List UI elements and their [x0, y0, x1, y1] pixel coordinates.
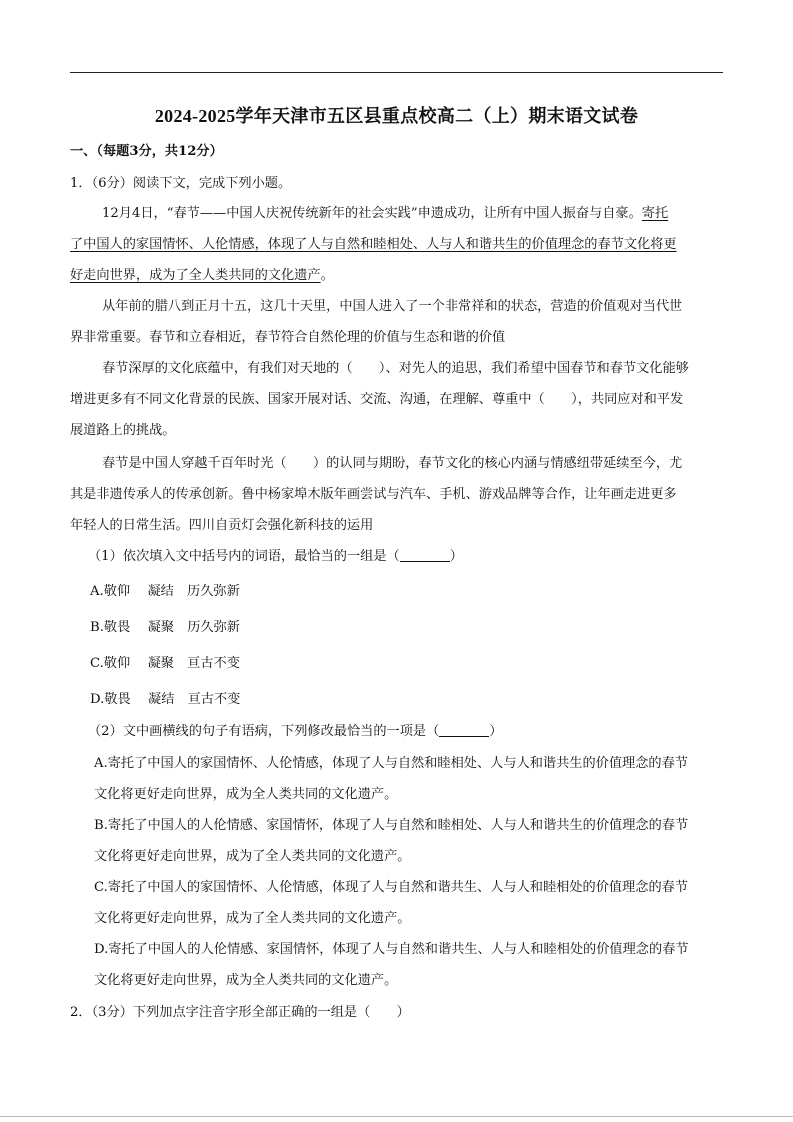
section-heading: 一、（每题3分，共12分）	[70, 144, 223, 159]
exam-title: 2024-2025学年天津市五区县重点校高二（上）期末语文试卷	[154, 106, 639, 126]
subquestion-2-stem	[88, 722, 502, 742]
option-2d-line2: 文化将更好走向世界，成为全人类共同的文化遗产。	[94, 973, 398, 988]
subquestion-text: （1）依次填入文中括号内的词语，最恰当的一组是（	[88, 549, 400, 564]
subquestion-1-stem	[88, 547, 463, 567]
option-2a-line2: 文化将更好走向世界，成为全人类共同的文化遗产。	[94, 787, 398, 802]
option-2c-line1: C.寄托了中国人的家国情怀、人伦情感，体现了人与自然和谐共生、人与人和睦相处的价值理念的春节	[94, 880, 689, 895]
passage-p1-line1	[102, 204, 668, 224]
passage-p3-line3: 展道路上的挑战。	[70, 423, 176, 438]
option-2d-line1: D.寄托了中国人的人伦情感、家国情怀，体现了人与自然和谐共生、人与人和睦相处的价值理念的春节	[94, 942, 689, 957]
subquestion-text: ）	[489, 724, 503, 739]
passage-p1-line3	[70, 266, 334, 286]
option-2b-line2: 文化将更好走向世界，成为了全人类共同的文化遗产。	[94, 849, 411, 864]
footer-rule	[0, 1116, 793, 1117]
subquestion-text: ）	[449, 549, 463, 564]
passage-p3-line1: 春节深厚的文化底蕴中，有我们对天地的（ ）、对先人的追思，我们希望中国春节和春节文化能够	[102, 361, 689, 376]
option-2a-line1: A.寄托了中国人的家国情怀、人伦情感，体现了人与自然和睦相处、人与人和谐共生的价值理念的春节	[94, 756, 688, 771]
underlined-sentence: 好走向世界，成为了全人类共同的文化遗产	[70, 268, 321, 283]
passage-p1-line2: 了中国人的家国情怀、人伦情感，体现了人与自然和睦相处、人与人和谐共生的价值理念的春节文化将更	[70, 237, 677, 252]
question-2-stem: 2．（3分）下列加点字注音字形全部正确的一组是（ ）	[70, 1005, 410, 1020]
answer-blank[interactable]	[439, 723, 489, 737]
option-1c: C.敬仰 凝聚 亘古不变	[90, 656, 240, 671]
passage-p4-line3: 年轻人的日常生活。四川自贡灯会强化新科技的运用	[70, 518, 374, 533]
passage-p4-line1: 春节是中国人穿越千百年时光（ ）的认同与期盼，春节文化的核心内涵与情感纽带延续至今，尤	[102, 456, 683, 471]
passage-p3-line2: 增进更多有不同文化背景的民族、国家开展对话、交流、沟通，在理解、尊重中（ ），共同应对和平发	[70, 392, 684, 407]
passage-text: 。	[320, 268, 334, 283]
answer-blank[interactable]	[400, 548, 450, 562]
option-2b-line1: B.寄托了中国人的人伦情感、家国情怀，体现了人与自然和睦相处、人与人和谐共生的价值理念的春节	[94, 818, 689, 833]
question-1-stem: 1．（6分）阅读下文，完成下列小题。	[70, 176, 292, 191]
option-1d: D.敬畏 凝结 亘古不变	[90, 692, 241, 707]
passage-p2-line2: 界非常重要。春节和立春相近，春节符合自然伦理的价值与生态和谐的价值	[70, 330, 506, 345]
passage-text: 12月4日，“春节——中国人庆祝传统新年的社会实践”申遗成功，让所有中国人振奋与自豪。	[102, 206, 642, 221]
option-1b: B.敬畏 凝聚 历久弥新	[90, 620, 240, 635]
underlined-sentence: 寄托	[641, 206, 669, 221]
passage-p2-line1: 从年前的腊八到正月十五，这几十天里，中国人进入了一个非常祥和的状态，营造的价值观对当代世	[102, 299, 683, 314]
subquestion-text: （2）文中画横线的句子有语病，下列修改最恰当的一项是（	[88, 724, 440, 739]
option-2c-line2: 文化将更好走向世界，成为了全人类共同的文化遗产。	[94, 911, 411, 926]
passage-p4-line2: 其是非遗传承人的传承创新。鲁中杨家埠木版年画尝试与汽车、手机、游戏品牌等合作，让年画走进更多	[70, 487, 677, 502]
option-1a: A.敬仰 凝结 历久弥新	[90, 584, 240, 599]
header-rule	[70, 72, 723, 73]
